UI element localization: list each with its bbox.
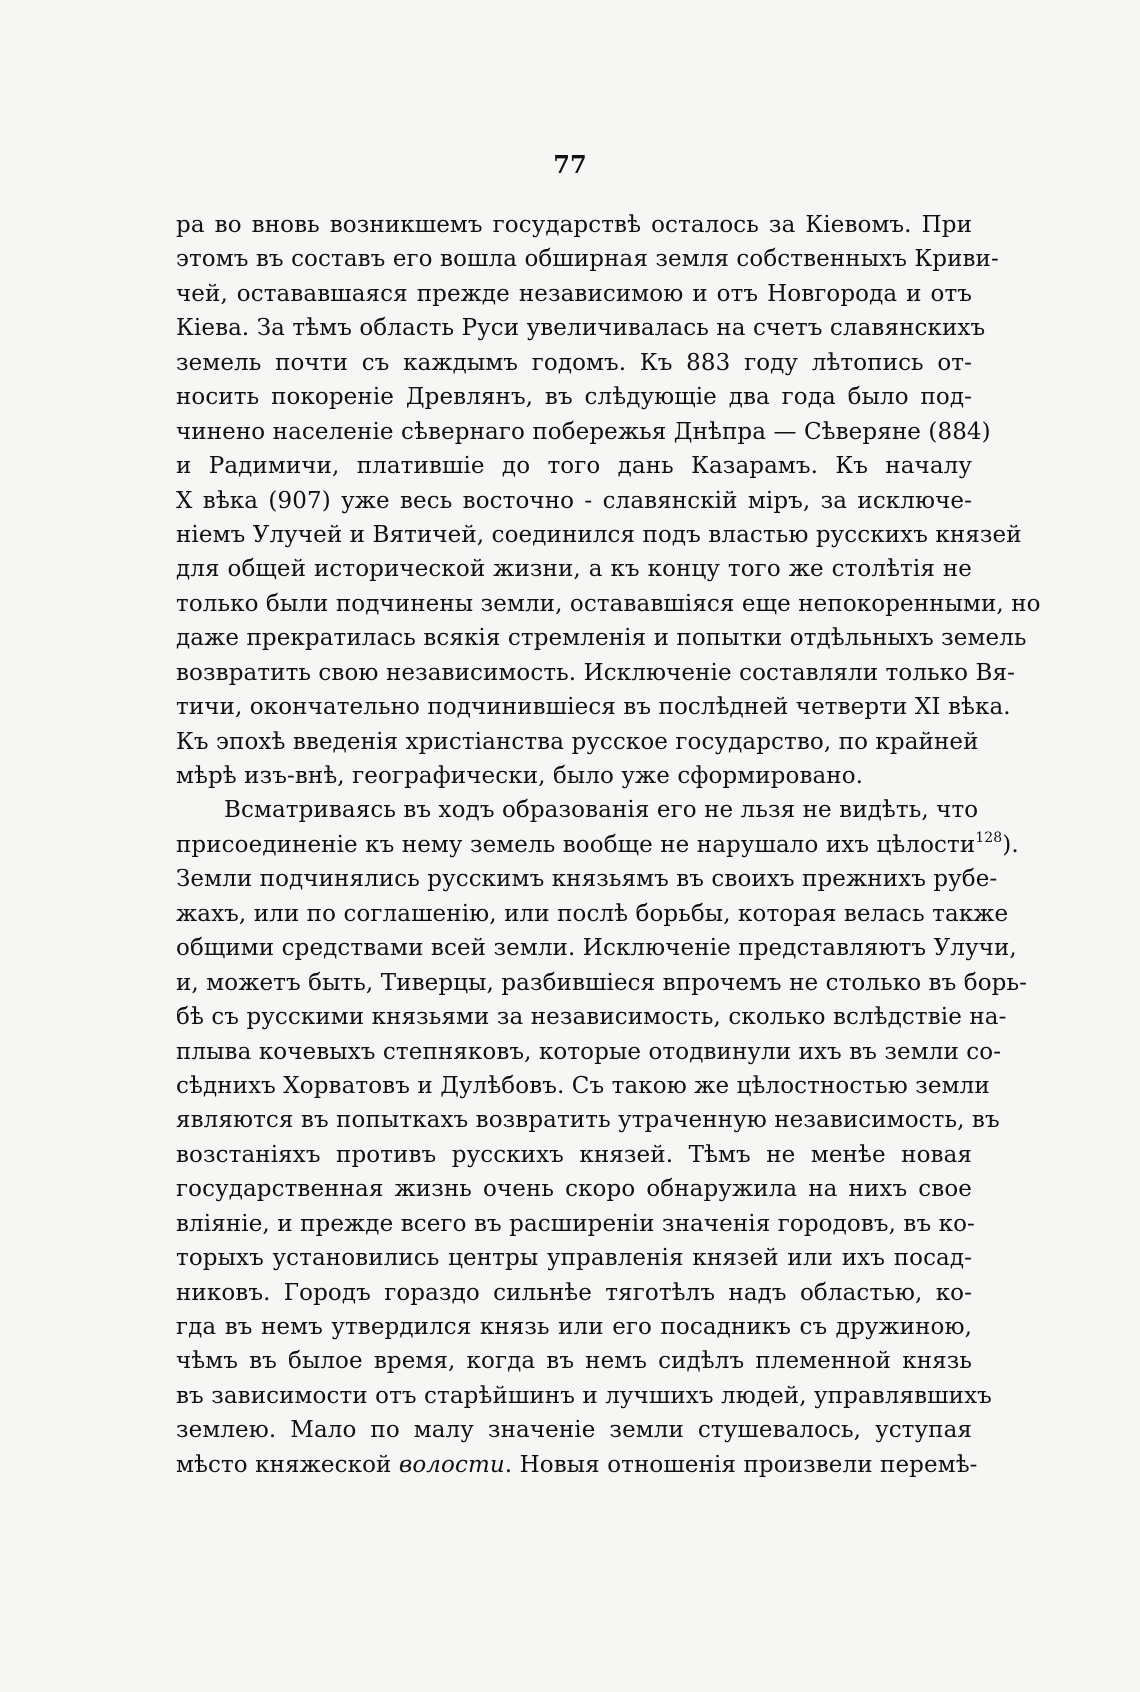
text-line: возстаніяхъ противъ русскихъ князей. Тѣмъ не менѣе новая: [176, 1141, 972, 1168]
text-line: чѣмъ въ былое время, когда въ немъ сидѣлъ племенной князь: [176, 1348, 972, 1375]
text-line: Кіева. За тѣмъ область Руси увеличивалась на счетъ славянскихъ: [176, 315, 986, 342]
text-line: землею. Мало по малу значеніе земли стушевалось, уступая: [176, 1417, 972, 1444]
text-line: сѣднихъ Хорватовъ и Дулѣбовъ. Съ такою же цѣлостностью земли: [176, 1072, 990, 1099]
text-line: чинено населеніе сѣвернаго побережья Днѣпра — Сѣверяне (884): [176, 418, 991, 445]
text-line: вліяніе, и прежде всего въ расширеніи значенія городовъ, въ ко-: [176, 1210, 975, 1237]
footnote-reference[interactable]: 128: [975, 829, 1003, 846]
text-line-tail: ).: [1002, 831, 1019, 858]
text-line: и, можетъ быть, Тиверцы, разбившіеся впрочемъ не столько въ борь-: [176, 969, 1027, 996]
text-line: только были подчинены земли, остававшіяся еще непокоренными, но: [176, 590, 1041, 617]
body-text: [176, 208, 1041, 1482]
text-line: мѣрѣ изъ-внѣ, географически, было уже сформировано.: [176, 763, 864, 789]
text-line: въ зависимости отъ старѣйшинъ и лучшихъ людей, управлявшихъ: [176, 1382, 992, 1409]
paragraph-2-lines: [176, 862, 1027, 1447]
text-segment: мѣсто княжеской: [176, 1451, 399, 1478]
text-line: Къ эпохѣ введенія христіанства русское государство, по крайней: [176, 728, 979, 755]
text-line: чей, остававшаяся прежде независимою и отъ Новгорода и отъ: [176, 280, 972, 307]
page-number: 77: [553, 150, 587, 179]
text-line: этомъ въ составъ его вошла обширная земля собственныхъ Криви-: [176, 246, 999, 273]
text-line: земель почти съ каждымъ годомъ. Къ 883 году лѣтопись от-: [176, 349, 972, 376]
text-line: X вѣка (907) уже весь восточно - славянскій міръ, за исключе-: [176, 487, 972, 514]
paragraph-1: [176, 208, 1041, 793]
text-line: государственная жизнь очень скоро обнаружила на нихъ свое: [176, 1176, 972, 1203]
text-line-last: [176, 1448, 978, 1482]
text-line: являются въ попыткахъ возвратить утраченную независимость, въ: [176, 1107, 1000, 1134]
text-line: даже прекратилась всякія стремленія и попытки отдѣльныхъ земель: [176, 625, 1027, 652]
text-line: никовъ. Городъ гораздо сильнѣе тяготѣлъ надъ областью, ко-: [176, 1279, 972, 1306]
text-line: ніемъ Улучей и Вятичей, соединился подъ властью русскихъ князей: [176, 521, 1022, 548]
text-line: жахъ, или по соглашенію, или послѣ борьбы, которая велась также: [176, 900, 1009, 927]
text-line: плыва кочевыхъ степняковъ, которые отодвинули ихъ въ земли со-: [176, 1038, 1002, 1065]
text-segment-end: . Новыя отношенія произвели перемѣ-: [504, 1451, 978, 1478]
text-line: носить покореніе Древлянъ, въ слѣдующіе два года было под-: [176, 384, 972, 411]
text-line: возвратить свою независимость. Исключеніе составляли только Вя-: [176, 659, 1015, 686]
text-line: торыхъ установились центры управленія князей или ихъ посад-: [176, 1245, 972, 1272]
text-line-with-footnote: [176, 828, 1019, 862]
text-line: гда въ немъ утвердился князь или его посадникъ съ дружиною,: [176, 1314, 972, 1340]
text-line-content: присоединеніе къ нему земель вообще не нарушало ихъ цѣлости: [176, 831, 976, 858]
text-line: тичи, окончательно подчинившіеся въ послѣдней четверти XI вѣка.: [176, 694, 1011, 721]
italic-term: волости: [398, 1451, 505, 1478]
text-line: бѣ съ русскими князьями за независимость, сколько вслѣдствіе на-: [176, 1004, 1007, 1031]
text-line: Земли подчинялись русскимъ князьямъ въ своихъ прежнихъ рубе-: [176, 866, 998, 893]
paragraph-2: [176, 793, 1027, 1482]
text-line: и Радимичи, платившіе до того дань Казарамъ. Къ началу: [176, 453, 972, 480]
text-line: общими средствами всей земли. Исключеніе представляютъ Улучи,: [176, 935, 1017, 962]
text-line: для общей исторической жизни, а къ концу того же столѣтія не: [176, 556, 972, 583]
text-line: ра во вновь возникшемъ государствѣ осталось за Кіевомъ. При: [176, 212, 972, 238]
text-line: Всматриваясь въ ходъ образованія его не льзя не видѣть, что: [224, 797, 979, 824]
